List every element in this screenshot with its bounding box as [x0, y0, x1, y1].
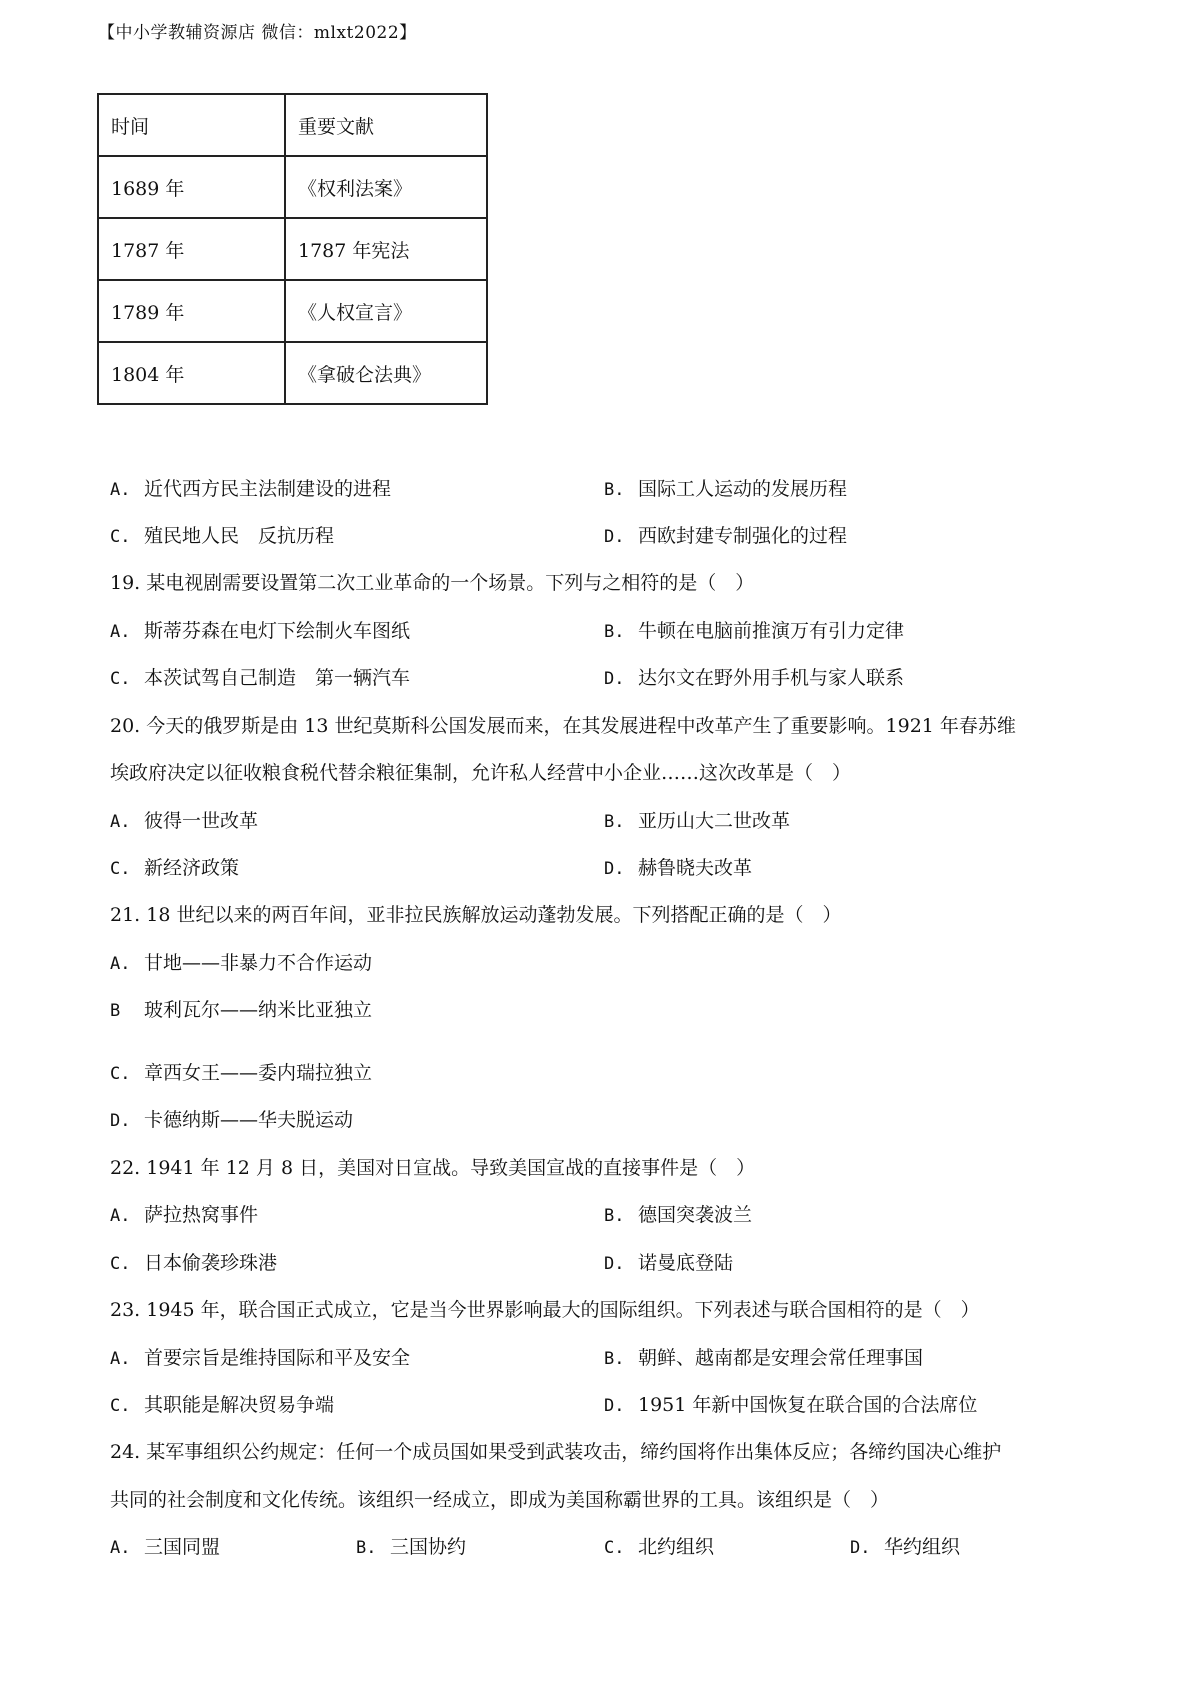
option-text: 玻利瓦尔——纳米比亚独立: [144, 999, 373, 1021]
q21-option-d: [110, 1105, 353, 1132]
q20-option-b: [604, 806, 790, 833]
q19-stem: 19. 某电视剧需要设置第二次工业革命的一个场景。下列与之相符的是（ ）: [110, 572, 755, 594]
option-letter: A.: [110, 812, 131, 832]
option-letter: A.: [110, 622, 131, 642]
option-letter: C.: [110, 1064, 131, 1084]
q18-option-a: [110, 474, 391, 501]
column-header-document: 重要文献: [285, 94, 487, 156]
option-letter: A.: [110, 1538, 131, 1558]
table-cell: 1787 年: [98, 218, 285, 280]
q19-option-a: [110, 616, 410, 643]
q22-option-c: [110, 1248, 277, 1275]
option-text: 卡德纳斯——华夫脱运动: [144, 1109, 354, 1131]
q24-option-a: [110, 1532, 220, 1559]
q19-option-b: [604, 616, 904, 643]
q22-option-b: [604, 1200, 752, 1227]
option-letter: D.: [850, 1538, 871, 1558]
option-letter: B.: [604, 1206, 625, 1226]
q22-stem: 22. 1941 年 12 月 8 日，美国对日宣战。导致美国宣战的直接事件是（ ）: [110, 1157, 756, 1179]
option-letter: D.: [110, 1111, 131, 1131]
q18-option-c: [110, 521, 334, 548]
option-letter: B.: [604, 480, 625, 500]
q24-option-b: [356, 1532, 466, 1559]
q19-option-d: [604, 663, 904, 690]
q22-option-d: [604, 1248, 733, 1275]
option-letter: A.: [110, 954, 131, 974]
option-text: 三国同盟: [144, 1536, 221, 1558]
option-letter: B.: [356, 1538, 377, 1558]
option-letter: C.: [110, 527, 131, 547]
option-text: 新经济政策: [144, 857, 240, 879]
table-row: [98, 280, 487, 342]
option-text: 国际工人运动的发展历程: [638, 478, 848, 500]
q20-option-d: [604, 853, 752, 880]
q20-stem-line2: 埃政府决定以征收粮食税代替余粮征集制，允许私人经营中小企业……这次改革是（ ）: [110, 762, 852, 784]
option-text: 朝鲜、越南都是安理会常任理事国: [638, 1347, 924, 1369]
option-letter: D.: [604, 527, 625, 547]
option-text: 北约组织: [638, 1536, 715, 1558]
option-text: 斯蒂芬森在电灯下绘制火车图纸: [144, 620, 411, 642]
option-letter: A.: [110, 480, 131, 500]
option-letter: B.: [604, 1349, 625, 1369]
option-letter: C.: [110, 1396, 131, 1416]
q24-stem-line2: 共同的社会制度和文化传统。该组织一经成立，即成为美国称霸世界的工具。该组织是（ ）: [110, 1489, 890, 1511]
table-row: [98, 342, 487, 404]
option-text: 首要宗旨是维持国际和平及安全: [144, 1347, 411, 1369]
option-text: 本茨试驾自己制造 第一辆汽车: [144, 667, 411, 689]
q24-stem-line1: 24. 某军事组织公约规定：任何一个成员国如果受到武装攻击，缔约国将作出集体反应；各缔约国决心维护: [110, 1441, 1002, 1463]
q21-option-a: [110, 948, 372, 975]
q20-option-c: [110, 853, 239, 880]
table-cell: 《权利法案》: [285, 156, 487, 218]
table-row: [98, 156, 487, 218]
option-letter: B.: [604, 812, 625, 832]
q20-option-a: [110, 806, 258, 833]
option-text: 亚历山大二世改革: [638, 810, 791, 832]
q19-option-c: [110, 663, 410, 690]
option-text: 日本偷袭珍珠港: [144, 1252, 278, 1274]
q23-option-a: [110, 1343, 410, 1370]
q21-option-c: [110, 1058, 372, 1085]
option-text: 其职能是解决贸易争端: [144, 1394, 335, 1416]
option-letter: D.: [604, 1396, 625, 1416]
option-text: 甘地——非暴力不合作运动: [144, 952, 373, 974]
option-letter: B.: [604, 622, 625, 642]
table-cell: 1689 年: [98, 156, 285, 218]
table-row: [98, 218, 487, 280]
option-letter: C.: [604, 1538, 625, 1558]
option-letter: C.: [110, 669, 131, 689]
option-letter: A.: [110, 1206, 131, 1226]
option-text: 近代西方民主法制建设的进程: [144, 478, 392, 500]
q24-option-c: [604, 1532, 714, 1559]
table-cell: 《拿破仑法典》: [285, 342, 487, 404]
q23-option-d: [604, 1390, 977, 1417]
option-text: 殖民地人民 反抗历程: [144, 525, 335, 547]
option-letter: C.: [110, 1254, 131, 1274]
q23-option-c: [110, 1390, 334, 1417]
option-text: 西欧封建专制强化的过程: [638, 525, 848, 547]
option-text: 赫鲁晓夫改革: [638, 857, 753, 879]
option-letter: A.: [110, 1349, 131, 1369]
option-letter: D.: [604, 1254, 625, 1274]
table-header-row: [98, 94, 487, 156]
option-text: 1951 年新中国恢复在联合国的合法席位: [638, 1394, 978, 1416]
option-text: 达尔文在野外用手机与家人联系: [638, 667, 905, 689]
option-text: 萨拉热窝事件: [144, 1204, 259, 1226]
column-header-time: 时间: [98, 94, 285, 156]
table-cell: 1804 年: [98, 342, 285, 404]
q22-option-a: [110, 1200, 258, 1227]
table-cell: 1789 年: [98, 280, 285, 342]
option-text: 华约组织: [884, 1536, 961, 1558]
documents-table: [97, 93, 488, 405]
option-letter: D.: [604, 859, 625, 879]
q18-option-d: [604, 521, 847, 548]
option-text: 诺曼底登陆: [638, 1252, 734, 1274]
q21-option-b: [110, 995, 372, 1022]
option-text: 德国突袭波兰: [638, 1204, 753, 1226]
option-text: 三国协约: [390, 1536, 467, 1558]
q23-option-b: [604, 1343, 923, 1370]
option-letter: C.: [110, 859, 131, 879]
q18-option-b: [604, 474, 847, 501]
option-letter: D.: [604, 669, 625, 689]
q21-stem: 21. 18 世纪以来的两百年间，亚非拉民族解放运动蓬勃发展。下列搭配正确的是（ ）: [110, 904, 842, 926]
q24-option-d: [850, 1532, 960, 1559]
q20-stem-line1: 20. 今天的俄罗斯是由 13 世纪莫斯科公国发展而来，在其发展进程中改革产生了重要影响。1921 年春苏维: [110, 715, 1016, 737]
table-cell: 《人权宣言》: [285, 280, 487, 342]
option-text: 彼得一世改革: [144, 810, 259, 832]
option-letter: B: [110, 1001, 121, 1021]
table-cell: 1787 年宪法: [285, 218, 487, 280]
option-text: 章西女王——委内瑞拉独立: [144, 1062, 373, 1084]
page-header: 【中小学教辅资源店 微信：mlxt2022】: [98, 23, 417, 43]
option-text: 牛顿在电脑前推演万有引力定律: [638, 620, 905, 642]
q23-stem: 23. 1945 年，联合国正式成立，它是当今世界影响最大的国际组织。下列表述与联合国相符的是（ ）: [110, 1299, 980, 1321]
